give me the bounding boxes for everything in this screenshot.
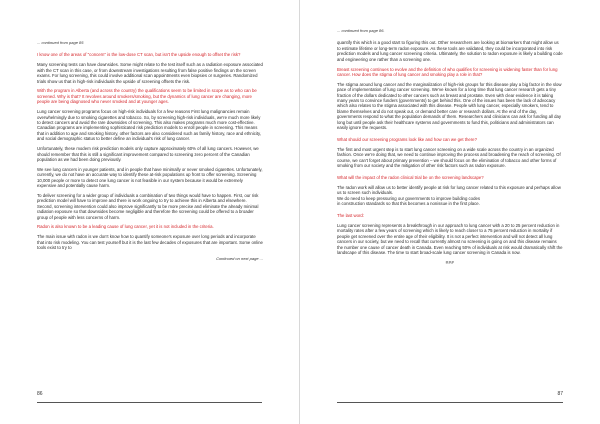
continued-from-note: ... continued from page 85 [37, 40, 84, 45]
body-paragraph: The main issue with radon is we don't know how to quantify someone's exposure over long periods and incorporate that into risk modeling. You can test yourself but it is the last few decades of exposures that are important. Some online tools exist to try to [37, 234, 263, 251]
page-number-right: 87 [557, 391, 563, 397]
right-page [300, 0, 600, 424]
body-paragraph: The radon work will allow us to better identify people at risk for lung cancer related to this exposure and perhaps allow us to screen such individuals. We do need to keep pressuring our governments to improve building codes in construction standards so that this becomes a nonissue in the first place. [337, 184, 561, 207]
continued-from-note: ... continued from page 86. [337, 28, 385, 33]
body-paragraph: Lung cancer screening represents a breakthrough in our approach to lung cancer with a 20 to 25 percent reduction in mortality rates after a few years of screening which is likely to reach closer to a 75 percent reduction in mortality if people get screened over the entire age of their eligibility. It is not a perfect intervention and will not detect all lung cancers in our society, but we need to recall that currently almost no screening is going on and this disease remains the number one cause of cancer death in Canada. Even reaching 50% of individuals at risk would dramatically shift the landscape of this disease. The time to start broad-scale lung cancer screening in Canada is now. [337, 222, 563, 255]
question-paragraph: Breast screening continues to evolve and the definition of who qualifies for screening is widening faster than for lung cancer. How does the stigma of lung cancer and smoking play a role in that? [337, 66, 558, 77]
section-heading: What will the impact of the radon clinical trial be on the screening landscape? [337, 174, 484, 180]
question-paragraph: I know one of the areas of "concern" is the low-dose CT scan, but isn't the upside enough to offset the risk? [37, 52, 241, 58]
footer-rule-right [337, 402, 563, 403]
body-paragraph: To deliver screening for a wider group of individuals a combination of two things would have to happen. First, our risk prediction model will have to improve and there is work ongoing to try to achieve this in Alberta and elsewhere. Second, screening intervention could also improve significantly to be more precise and eliminate the already minimal radiation exposure so that downsides become negligible and therefore the screening could be offered to a broader group of people with less concerns of harm. [37, 192, 259, 220]
body-paragraph: Unfortunately, these modern risk prediction models only capture approximately 60% of all lung cancers. However, we should remember that this is still a significant improvement compared to screening zero percent of the Canadian population as we had been doing previously. [37, 146, 259, 162]
body-paragraph: The stigma around lung cancer and the marginalization of high-risk groups for this disease play a big factor in the slow pace of implementation of lung cancer screening. We've known for a long time that lung cancer research gets a tiny fraction of the dollars dedicated to other cancers such as breast and prostate. Even with clear evidence it is taking many years to convince funders (governments) to get behind this. One of the issues has been the lack of advocacy which also relates to the stigma associated with this disease. People with lung cancer, especially smokers, tend to blame themselves and do not speak out, or demand better care or research dollars. At the end of the day, governments respond to what the population demands of them. Researchers and clinicians can ask for funding all day long but until people ask their healthcare systems and governments to fund this, politicians and administrators can easily ignore the requests. [337, 81, 562, 131]
footer-rule-left [37, 402, 262, 403]
body-paragraph: Many screening tests can have downsides. Some might relate to the test itself such as a radiation exposure associated with the CT scan in this case, or from downstream investigations resulting from false positive findings on the screen exams. For lung screening, this could involve additional scan appointments even biopsies or surgeries. Randomized trials show us that in high-risk individuals the upside of screening offsets the risk. [37, 62, 263, 84]
body-paragraph: We see lung cancers in younger patients, and in people that have minimally or never smoked cigarettes. Unfortunately, currently, we do not have an accurate way to identify these at-risk populations up front to offer screening. Screening 10,000 people or more to detect one lung cancer is not feasible in our system because it would be extremely expensive and potentially cause harm. [37, 166, 263, 189]
section-heading: The last word: [337, 212, 364, 218]
left-page-content [37, 40, 263, 261]
page-number-left: 86 [37, 391, 43, 397]
question-paragraph: With the program in Alberta (and across the country) the qualifications seem to be limited in scope as to who can be screened. Why is that? It revolves around smokers/smoking, but the dynamics of lung cancer are changing, more people are being diagnosed who never smoked and at younger ages. [37, 88, 257, 105]
continued-on-note: Continued on next page ... [216, 255, 263, 261]
left-page-body [37, 52, 263, 250]
right-page-content [337, 28, 563, 265]
right-page-body [337, 40, 563, 255]
section-heading: What should our screening programs look like and how can we get there? [337, 136, 477, 142]
body-paragraph: quantify this which is a good start to figuring this out. Other researchers are looking at biomarkers that might allow us to estimate lifetime or long-term radon exposure. As these tools are validated, they could be incorporated into risk prediction models and lung cancer screening criteria. Ultimately, the solution to radon exposure is likely a building code and engineering one rather than a screening one. [337, 40, 563, 62]
question-paragraph: Radon is also known to be a leading cause of lung cancer, yet it is not included in the criteria. [37, 224, 214, 230]
end-mark: ### [445, 259, 455, 265]
body-paragraph: Lung cancer screening programs focus on high-risk individuals for a few reasons First lung malignancies remain overwhelmingly due to smoking cigarettes and tobacco. So, by screening high-risk individuals, we're much more likely to detect cancers and avoid the rare downsides of screening. This also makes programs much more cost-effective. Canadian programs are implementing sophisticated risk prediction models to enroll people in screening. This means that in addition to age and smoking history, other factors are also considered such as family history, race and ethnicity, and social demographic status to better define an individual's risk of lung cancer. [37, 109, 262, 142]
body-paragraph: The first and most urgent step is to start lung cancer screening on a wide scale across the country in an organized fashion. Once we're doing that, we need to continue improving the process and broadening the reach of screening. Of course, we can't forget about primary prevention – we should focus on the elimination of tobacco and other forms of smoking from our society and the mitigation of other risk factors such as radon exposure. [337, 146, 561, 169]
